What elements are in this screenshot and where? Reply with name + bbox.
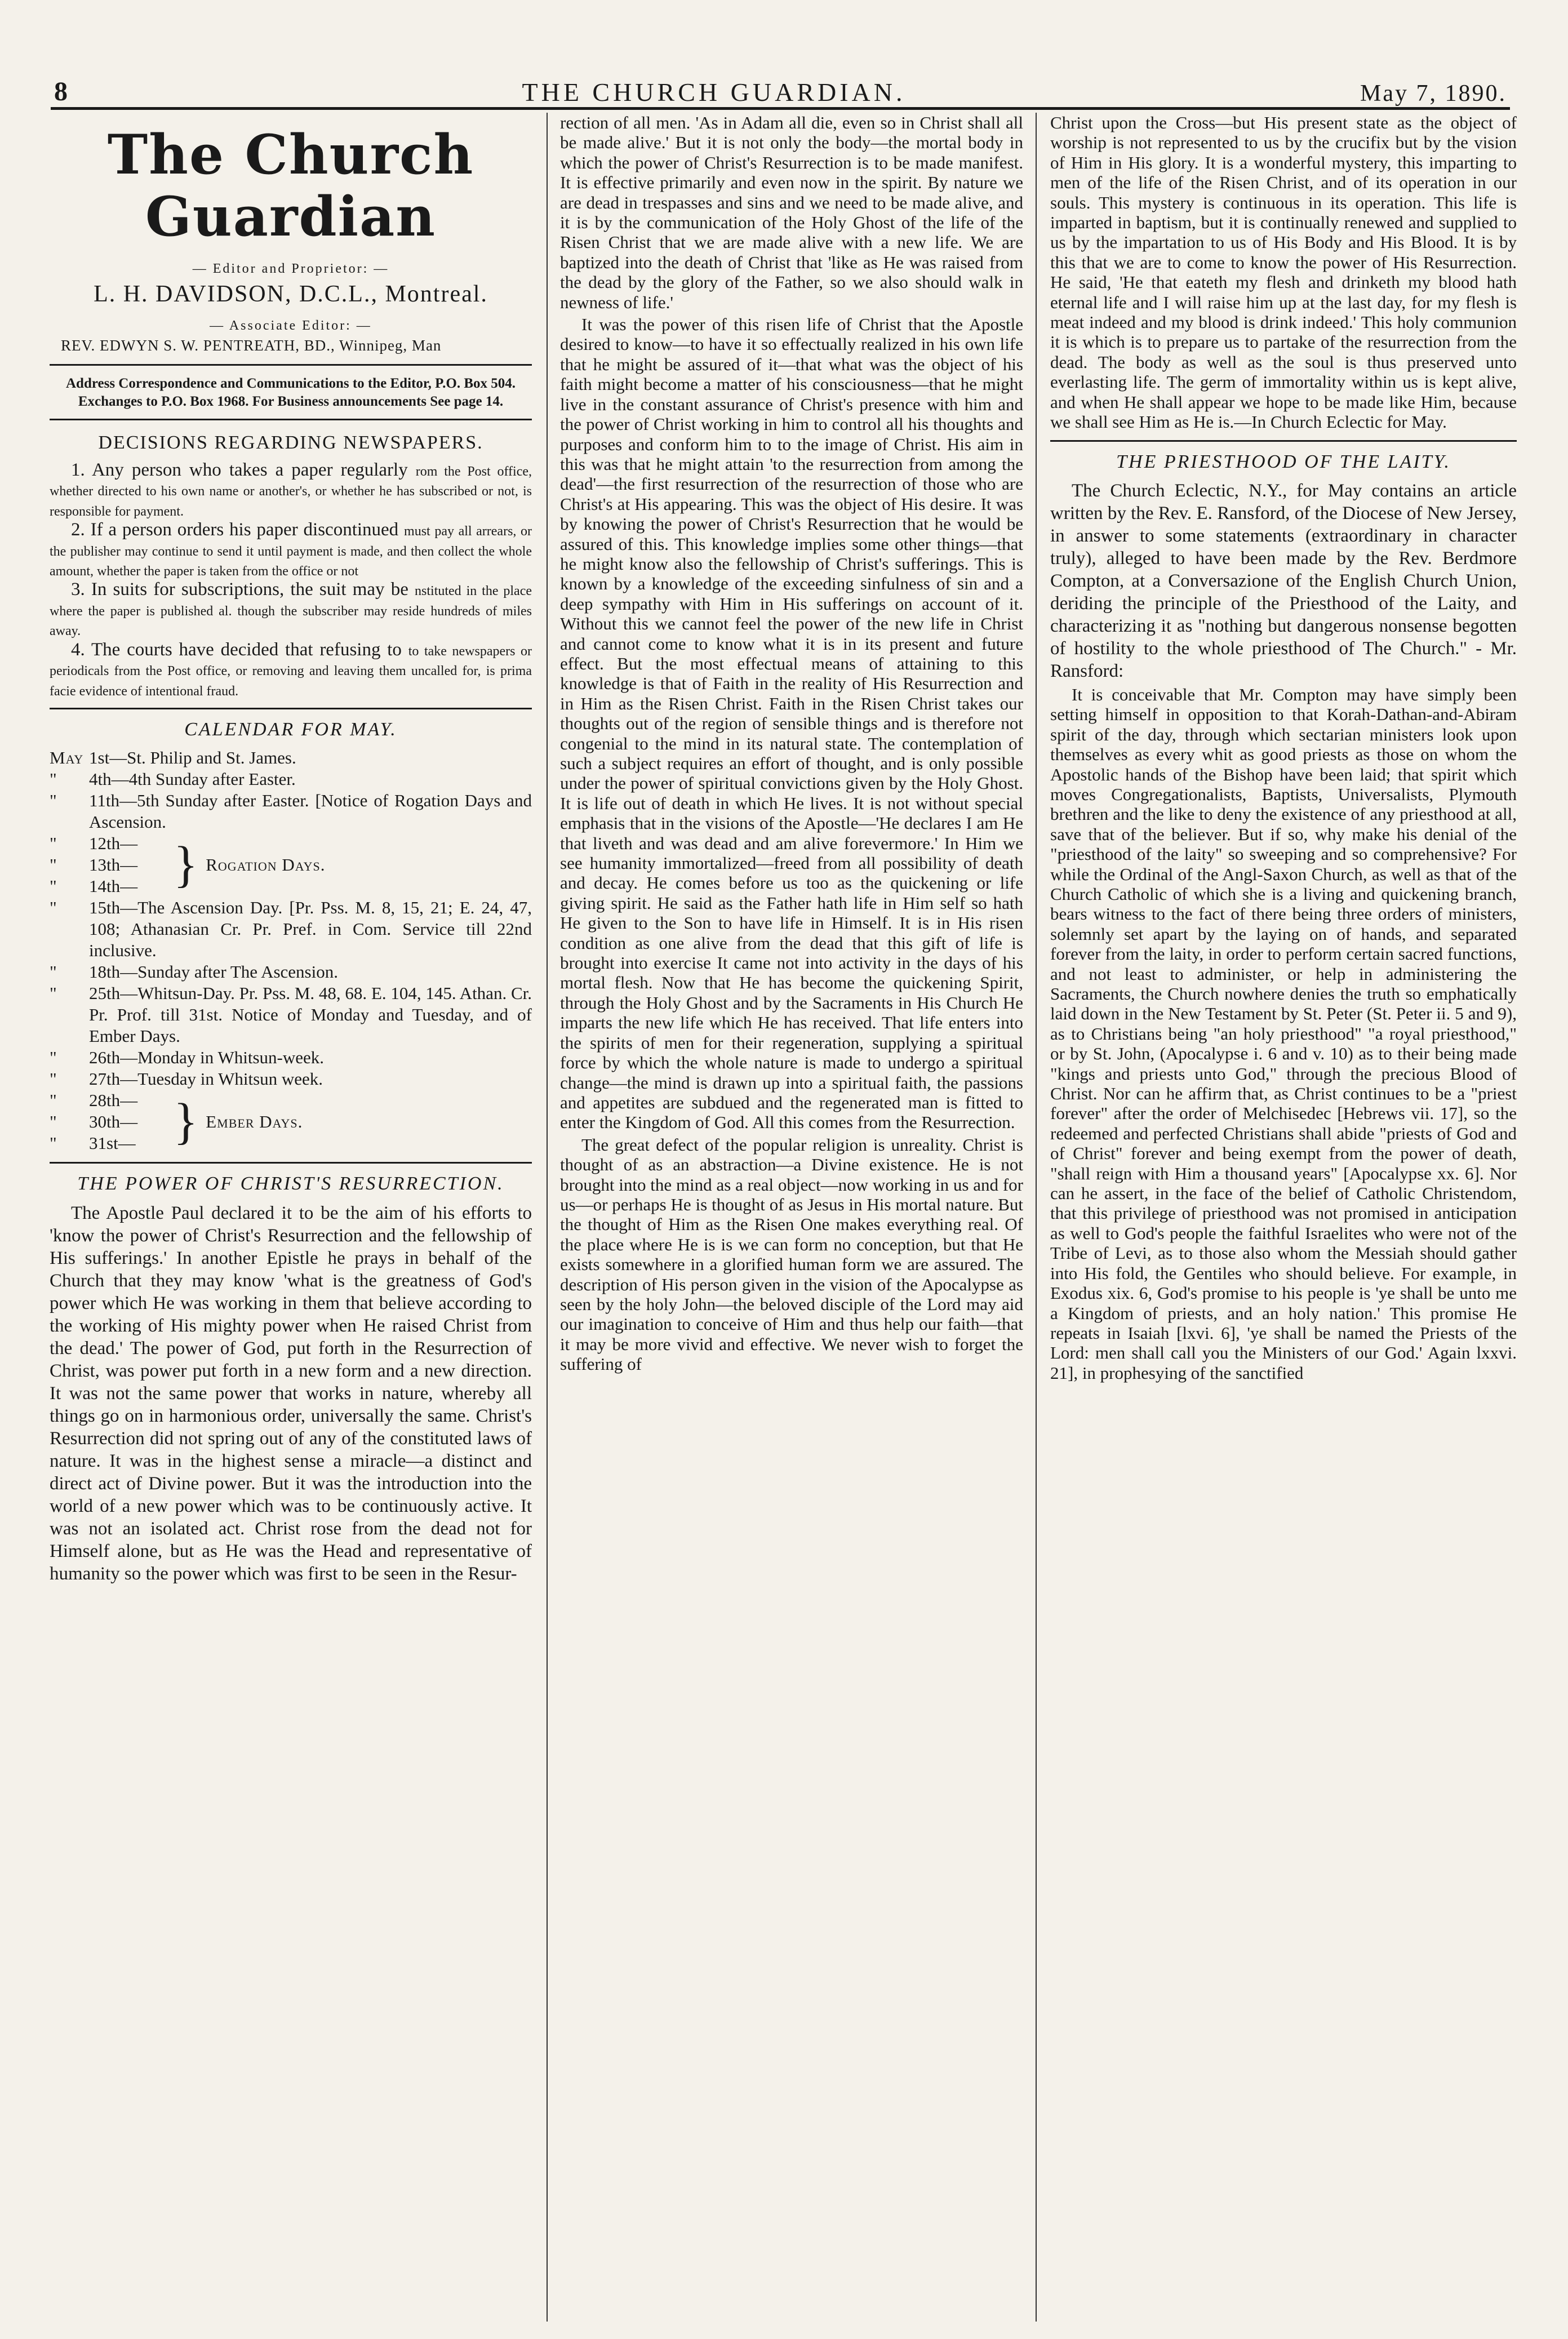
- calendar-entry: " 15th—The Ascension Day. [Pr. Pss. M. 8, 15, 21; E. 24, 47, 108; Athanasian Cr. Pr. Pref. in Com. Service till 22nd inclusive.: [50, 898, 532, 961]
- calendar-entry: " 18th—Sunday after The Ascension.: [50, 962, 338, 982]
- decision-item: 2. If a person orders his paper discontinued must pay all arrears, or the publisher may continue to send it until payment is made, and then collect the whole amount, whether the paper is taken from the office or not: [50, 520, 532, 579]
- article-text: It is conceivable that Mr. Compton may have simply been setting himself in opposition to that Korah-Dathan-and-Abiram spirit of the day, through which sectarian ministers look upon themselves as every whit as good priests as those on whom the Apostolic hands of the Bishop have been laid; that spirit which moves Congregationalists, Baptists, Universalists, Plymouth brethren and the like to deny the existence of any priesthood at all, save that of the believer. But if so, why make his denial of the "priesthood of the laity" so sweeping and so comprehensive? For while the Ordinal of the Angl-Saxon Church, as well as that of the Church Catholic of which she is a living and quickening branch, bears witness to the fact of there being three orders of ministers, solemnly set apart by the laying on of hands, and separated forever from the laity, in order to perform certain sacred functions, and not least to administer, or help in administering the Sacraments, the Church nowhere denies the truth so emphatically laid down in the New Testament by St. Peter (St. Peter ii. 5 and 9), as to Christians being "an holy priesthood" "a royal priesthood," or by St. John, (Apocalypse i. 6 and v. 10) as to their being made "kings and priests unto God," through the precious Blood of Christ. Nor can he affirm that, as Christ continues to be a "priest forever" after the order of Melchisedec [Hebrews vii. 17], so the redeemed and perfected Christians shall abide "priests of God and of Christ" forever and being exempt from the power of death, "shall reign with Him a thousand years" [Apocalypse xx. 6]. Nor can he assert, in the face of the belief of Catholic Christendom, that this privilege of priesthood was not promised in anticipation as well to God's people the faithful Israelites who were not of the Tribe of Levi, as to those also whom the Messiah should gather into His fold, the Gentiles who should believe. For example, in Exodus xix. 6, God's promise to his people is 'ye shall be unto me a Kingdom of priests, and an holy nation.' This promise He repeats in Isaiah [lxvi. 6], 'ye shall be named the Priests of the Lord: men shall call you the Ministers of our God.' Again lxxvi. 21], in prophesying of the sanctified: [1050, 684, 1517, 1383]
- calendar-entry: " 26th—Monday in Whitsun-week.: [50, 1048, 325, 1068]
- column-2: [547, 113, 1037, 2322]
- calendar-entry: " 25th—Whitsun-Day. Pr. Pss. M. 48, 68. E. 104, 145. Athan. Cr. Pr. Prof. till 31st. Notice of Monday and Tuesday, and of Ember Days.: [50, 983, 532, 1046]
- article-text: rection of all men. 'As in Adam all die, even so in Christ shall all be made alive.' But it is not only the body—the mortal body in which the power of Christ's Resurrection is to be made manifest. It is effective primarily and even now in the spirit. By nature we are dead in trespasses and sins and we need to be made alive, and it is by the communication of the Holy Ghost of the life of the Risen Christ that we are made alive with a new life. We are baptized into the death of Christ that 'like as He was raised from the dead by the glory of the Father, so we also should walk in newness of life.': [560, 113, 1023, 312]
- rogation-label: Rogation Days.: [206, 855, 326, 875]
- calendar-entry: May 1st—St. Philip and St. James.: [50, 748, 296, 768]
- article-text: The great defect of the popular religion is unreality. Christ is thought of as an abstraction—a Divine existence. He is not brought into the mind as a real object—now working in us and for us—or perhaps He is thought of as Jesus in His mortal nature. But the thought of Him as the Risen One makes everything real. Of the place where He is is we can form no conception, but that He exists somewhere in a glorified human form we are assured. The description of His person given in the vision of the Apocalypse as seen by the holy John—the beloved disciple of the Lord may aid our imagination to conceive of Him and thus help our faith—that it may be more vivid and effective. We never wish to forget the suffering of: [560, 1134, 1023, 1374]
- associate-label: — Associate Editor: —: [210, 318, 372, 333]
- masthead-title: The Church Guardian: [107, 123, 474, 248]
- calendar-entry: " 4th—4th Sunday after Easter.: [50, 769, 296, 789]
- divider: [50, 419, 532, 420]
- editor-name: L. H. DAVIDSON, D.C.L., Montreal.: [94, 281, 488, 308]
- divider: [50, 364, 532, 366]
- decisions-heading: DECISIONS REGARDING NEWSPAPERS.: [98, 432, 483, 453]
- column-1: [50, 113, 545, 2322]
- issue-date: May 7, 1890.: [1360, 81, 1507, 106]
- calendar-list: [50, 747, 532, 1154]
- ember-days: " " " 28th— 30th— 31st— } Ember Days.: [50, 1090, 303, 1153]
- associate-name: REV. EDWYN S. W. PENTREATH, BD., Winnipeg, Man: [61, 337, 442, 354]
- article-heading: THE PRIESTHOOD OF THE LAITY.: [1116, 451, 1451, 472]
- article-text: The Church Eclectic, N.Y., for May contains an article written by the Rev. E. Ransford, of the Diocese of New Jersey, in answer to some statements (extraordinary in character truly), alleged to have been made by the Rev. Berdmore Compton, at a Conversazione of the English Church Union, deriding the principle of the Priesthood of the Laity, and characterizing it as "nothing but dangerous nonsense begotten of hostility to the whole priesthood of The Church." - Mr. Ransford:: [1050, 480, 1517, 681]
- running-title: THE CHURCH GUARDIAN.: [522, 78, 906, 106]
- divider: [1050, 440, 1517, 442]
- rogation-days: " " " 12th— 13th— 14th— } Rogation Days.: [50, 833, 326, 896]
- article-heading: THE POWER OF CHRIST'S RESURRECTION.: [77, 1173, 504, 1195]
- article-text: It was the power of this risen life of Christ that the Apostle desired to know—to have it so effectually realized in his own life that he might be assured of it—that what was the object of his faith might become a matter of his consciousness—that he might live in the constant assurance of Christ's presence with him and the power of Christ working in him to control all his thoughts and purposes and conform him to to the image of Christ. His aim in this was that he might attain 'to the resurrection from among the dead'—the first resurrection of the resurrection of those who are Christ's at His appearing. This was the object of His desire. It was by knowing the power of Christ's Resurrection that he would be assured of this. This knowledge implies some other things—that he might know also the fellowship of Christ's sufferings. This is known by a knowledge of the exceeding sinfulness of sin and a deep sympathy with Him in His sufferings on account of it. Without this we cannot feel the power of the new life in Christ and cannot come to know what it is in its present and future effect. But the most effectual means of attaining to this knowledge is that of Faith in the reality of His Resurrection and in Him as the Risen Christ. Faith in the Risen Christ takes our thoughts out of the region of sensible things and is therefore not congenial to the mind in its natural state. The contemplation of such a subject requires an effort of thought, and is only possible under the power of spiritual convictions given by the Holy Ghost. It is life out of death in which He lives. It is not without special emphasis that in the visions of the Apostle—'He declares I am He that liveth and was dead and am alive forevermore.' In Him we see humanity immortalized—freed from all possibility of death and decay. He comes before us too as the quickening or life giving spirit. He said as the Father hath life in Him self so hath He given to the Son to have life in Himself. It is in His risen condition as one alive from the dead that this gift of life is brought into exercise It came not into activity in the days of his mortal flesh. Now that He has become the quickening Spirit, through the Holy Ghost and by the Sacraments in His Church He imparts the new life which He has received. That life enters into the spirits of men for their regeneration, supplying a spiritual force by which the whole nature is made to undergo a spiritual change—the mind is drawn up into a spiritual faith, the passions and appetites are subdued and the regenerated man is fitted to enter the Kingdom of God. All this comes from the Resurrection.: [560, 314, 1023, 1133]
- page-header: [51, 62, 1510, 110]
- article-text: Christ upon the Cross—but His present state as the object of worship is not represented to us by the crucifix but by the vision of Him in His glory. It is a wonderful mystery, this imparting to men of the life of the Risen Christ, and of its operation in our souls. This mystery is continuous in its operation. This life is imparted in baptism, but it is continually renewed and supplied to us by the impartation to us of His Body and His Blood. It is by this that we are to come to know the power of His Resurrection. He said, 'He that eateth my flesh and drinketh my blood hath eternal life and I will raise him up at the last day, for my flesh is meat indeed and my blood is drink indeed.' This holy communion it is which is to prepare us to partake of the resurrection from the dead. The body as well as the soul is thus preserved unto everlasting life. The germ of immortality within us is kept alive, and when He shall appear we hope to be made like Him, because we shall see Him as He is.—In Church Eclectic for May.: [1050, 113, 1517, 432]
- column-3: [1038, 113, 1517, 2322]
- article-text: The Apostle Paul declared it to be the aim of his efforts to 'know the power of Christ's Resurrection and the fellowship of His sufferings.' In another Epistle he prays in behalf of the Church that they may know 'what is the greatness of God's power which He was working in them that believe according to the working of His mighty power when He raised Christ from the dead.' The power of God, put forth in the Resurrection of Christ, was power put forth in a new form and a new direction. It was not the same power that works in nature, whereby all things go on in harmonious order, universally the same. Christ's Resurrection did not spring out of any of the constituted laws of nature. It was in the highest sense a miracle—a distinct and direct act of Divine power. But it was the introduction into the world of a new power which was to be continuously active. It was not an isolated act. Christ rose from the dead not for Himself alone, but as He was the Head and representative of humanity so the power which was first to be seen in the Resur-: [50, 1202, 532, 1584]
- decision-item: 3. In suits for subscriptions, the suit may be nstituted in the place where the paper is published al. though the subscriber may reside hundreds of miles away.: [50, 579, 532, 639]
- calendar-entry: " 27th—Tuesday in Whitsun week.: [50, 1069, 323, 1089]
- page-number: 8: [54, 77, 68, 106]
- calendar-entry: " 11th—5th Sunday after Easter. [Notice of Rogation Days and Ascension.: [50, 791, 532, 832]
- editor-label: — Editor and Proprietor: —: [192, 261, 389, 276]
- divider: [50, 1162, 532, 1164]
- ember-label: Ember Days.: [206, 1112, 303, 1132]
- address-note: Address Correspondence and Communications to the Editor, P.O. Box 504. Exchanges to P.O. Box 1968. For Business announcements See page 14.: [66, 375, 516, 409]
- calendar-heading: CALENDAR FOR MAY.: [184, 718, 397, 740]
- decision-item: 4. The courts have decided that refusing to to take newspapers or periodicals from the Post office, or removing and leaving them uncalled for, is prima facie evidence of intentional fraud.: [50, 639, 532, 699]
- divider: [50, 708, 532, 709]
- decisions-list: [50, 460, 532, 700]
- decision-item: 1. Any person who takes a paper regularly rom the Post office, whether directed to his own name or another's, or whether he has subscribed or not, is responsible for payment.: [50, 460, 532, 519]
